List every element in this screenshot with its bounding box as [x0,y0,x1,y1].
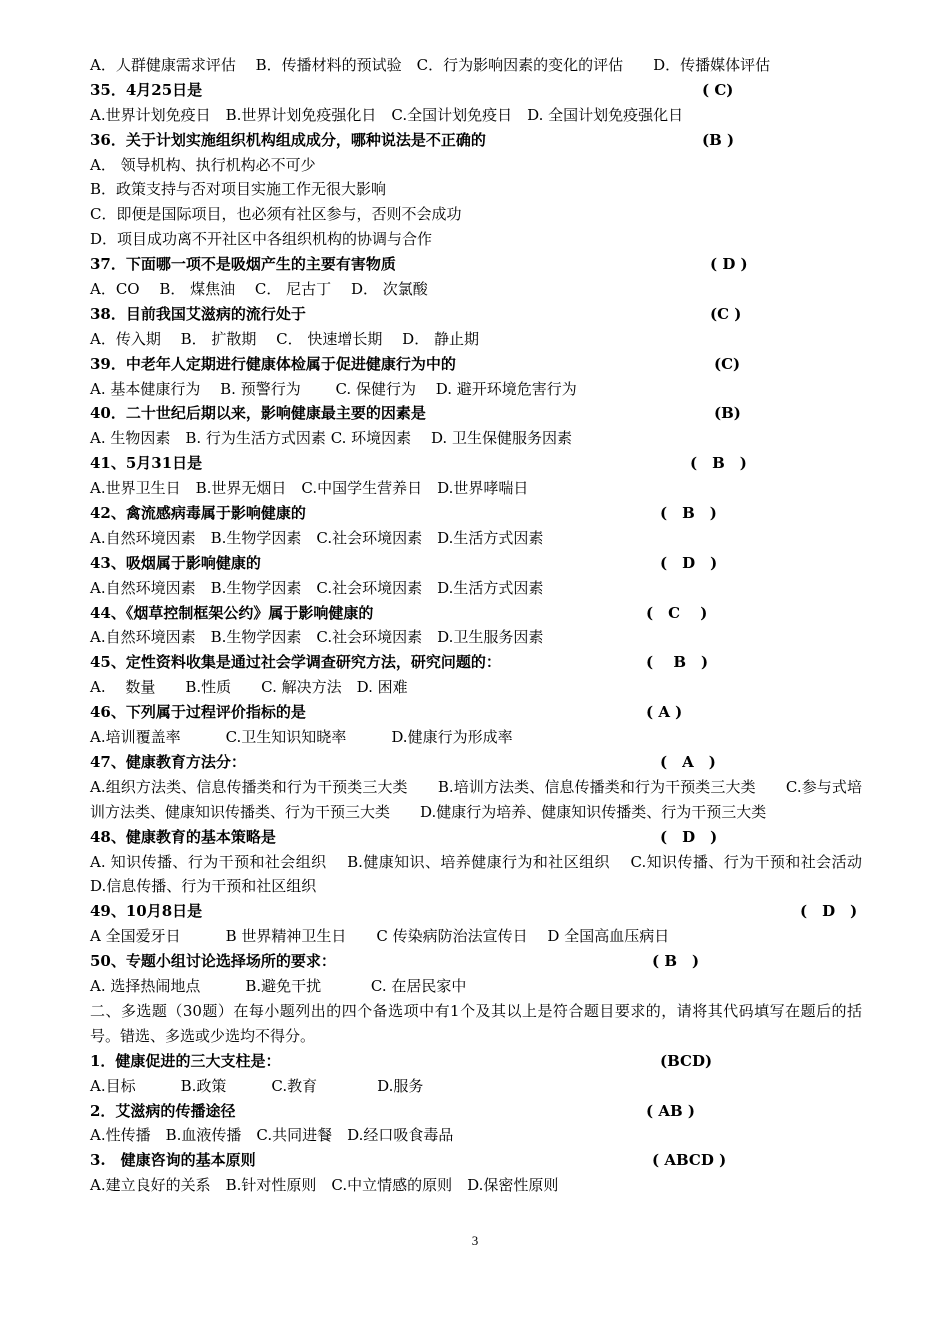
question-line [90,949,862,974]
question-text: 50、专题小组讨论选择场所的要求： [90,952,336,971]
answer-key: ( D ) [660,553,718,572]
question-line [90,825,862,850]
options-line [90,327,862,352]
option-text: A． 领导机构、执行机构必不可少 [90,155,316,174]
question-line [90,650,862,675]
option-text: A. 生物因素 B. 行为生活方式因素 C. 环境因素 D. 卫生保健服务因素 [90,429,572,448]
question-text: 48、健康教育的基本策略是 [90,827,276,846]
question-line [90,1049,862,1074]
question-text: 41、5月31日是 [90,454,203,473]
question-line [90,750,862,775]
answer-key: ( AB ) [646,1101,695,1120]
options-line [90,725,862,750]
answer-key: ( D ) [800,902,858,921]
page-number: 3 [471,1233,479,1248]
question-text: 35．4月25日是 [90,80,203,99]
question-text: 3. 健康咨询的基本原则 [90,1151,256,1170]
option-text: A．传入期 B． 扩散期 C． 快速增长期 D． 静止期 [90,329,479,348]
options-line [90,675,862,700]
answer-key: ( C) [702,80,734,99]
option-text: A.培训覆盖率 C.卫生知识知晓率 D.健康行为形成率 [90,728,513,747]
question-text: 38．目前我国艾滋病的流行处于 [90,304,306,323]
paragraph: 二、多选题（30题）在每小题列出的四个备选项中有1个及其以上是符合题目要求的，请将其代码填写在题后的括号。错选、多选或少选均不得分。 [90,1001,862,1045]
options-line [90,153,862,178]
question-text: 46、下列属于过程评价指标的是 [90,703,306,722]
answer-key: ( D ) [710,255,748,274]
answer-key: ( A ) [660,752,716,771]
question-text: 40．二十世纪后期以来，影响健康最主要的因素是 [90,404,426,423]
answer-key: (B ) [702,130,735,149]
option-text: C．即便是国际项目，也必须有社区参与，否则不会成功 [90,205,462,224]
answer-key: ( B ) [646,653,709,672]
question-line [90,601,862,626]
option-text: A. 选择热闹地点 B.避免干扰 C. 在居民家中 [90,977,467,996]
question-text: 37．下面哪一项不是吸烟产生的主要有害物质 [90,255,396,274]
options-line [90,576,862,601]
options-line [90,1173,862,1198]
question-text: 36．关于计划实施组织机构组成成分，哪种说法是不正确的 [90,130,486,149]
option-text: A 全国爱牙日 B 世界精神卫生日 C 传染病防治法宣传日 D 全国高血压病日 [90,927,670,946]
answer-key: (C ) [710,304,742,323]
answer-key: (B) [714,404,741,423]
question-line [90,1099,862,1124]
question-text: 42、禽流感病毒属于影响健康的 [90,504,306,523]
options-line [90,526,862,551]
option-text: D．项目成功离不开社区中各组织机构的协调与合作 [90,230,433,249]
option-text: A．人群健康需求评估 B．传播材料的预试验 C．行为影响因素的变化的评估 D．传播媒体评估 [90,56,771,74]
question-line [90,899,862,924]
answer-key: ( B ) [652,952,700,971]
option-text: A.自然环境因素 B.生物学因素 C.社会环境因素 D.生活方式因素 [90,528,544,547]
question-text: 2．艾滋病的传播途径 [90,1101,236,1120]
options-line [90,1074,862,1099]
option-text: A.自然环境因素 B.生物学因素 C.社会环境因素 D.生活方式因素 [90,578,544,597]
question-line [90,451,862,476]
option-text: A.世界计划免疫日 B.世界计划免疫强化日 C.全国计划免疫日 D. 全国计划免疫强化日 [90,105,684,124]
option-text: A.目标 B.政策 C.教育 D.服务 [90,1076,424,1095]
options-line [90,277,862,302]
answer-key: (C) [714,354,741,373]
question-line [90,302,862,327]
question-line [90,352,862,377]
answer-key: ( A ) [646,703,683,722]
options-line [90,202,862,227]
options-line [90,53,862,78]
question-text: 39．中老年人定期进行健康体检属于促进健康行为中的 [90,354,456,373]
question-line [90,1148,862,1173]
question-text: 44、《烟草控制框架公约》属于影响健康的 [90,603,374,622]
options-line [90,377,862,402]
options-line [90,924,862,949]
option-text: A. 数量 B.性质 C. 解决方法 D. 困难 [90,678,408,697]
answer-key: ( B ) [660,504,717,523]
option-text: A．CO B． 煤焦油 C． 尼古丁 D． 次氯酸 [90,280,428,299]
question-text: 47、健康教育方法分： [90,752,246,771]
question-text: 1．健康促进的三大支柱是： [90,1051,281,1070]
question-line [90,78,862,103]
options-line [90,625,862,650]
question-text: 45、定性资料收集是通过社会学调查研究方法，研究问题的： [90,653,501,672]
question-line [90,401,862,426]
question-line [90,700,862,725]
option-text: A.世界卫生日 B.世界无烟日 C.中国学生营养日 D.世界哮喘日 [90,479,529,498]
question-line [90,128,862,153]
answer-key: ( B ) [690,454,747,473]
paragraph: A. 知识传播、行为干预和社会组织 B.健康知识、培养健康行为和社区组织 C.知识传播、行为干预和社会活动 D.信息传播、行为干预和社区组织 [90,852,882,896]
paragraph: A.组织方法类、信息传播类和行为干预类三大类 B.培训方法类、信息传播类和行为干预类三大类 C.参与式培训方法类、健康知识传播类、行为干预三大类 D.健康行为培养、健康知识传播类、行为干预三大类 [90,777,862,821]
question-line [90,501,862,526]
document-body [90,53,882,1198]
option-text: A.建立良好的关系 B.针对性原则 C.中立情感的原则 D.保密性原则 [90,1176,559,1195]
question-text: 43、吸烟属于影响健康的 [90,553,261,572]
options-line [90,103,862,128]
options-line [90,227,862,252]
option-text: A.自然环境因素 B.生物学因素 C.社会环境因素 D.卫生服务因素 [90,628,544,647]
answer-key: ( C ) [646,603,708,622]
answer-key: (BCD) [660,1051,713,1070]
options-line [90,426,862,451]
question-text: 49、10月8日是 [90,902,203,921]
option-text: A. 基本健康行为 B. 预警行为 C. 保健行为 D. 避开环境危害行为 [90,379,577,398]
answer-key: ( ABCD ) [652,1151,727,1170]
option-text: A.性传播 B.血液传播 C.共同进餐 D.经口吸食毒品 [90,1126,454,1145]
options-line [90,177,862,202]
question-line [90,551,862,576]
question-line [90,252,862,277]
options-line [90,476,862,501]
options-line [90,1123,862,1148]
option-text: B．政策支持与否对项目实施工作无很大影响 [90,180,387,199]
options-line [90,974,862,999]
answer-key: ( D ) [660,827,718,846]
